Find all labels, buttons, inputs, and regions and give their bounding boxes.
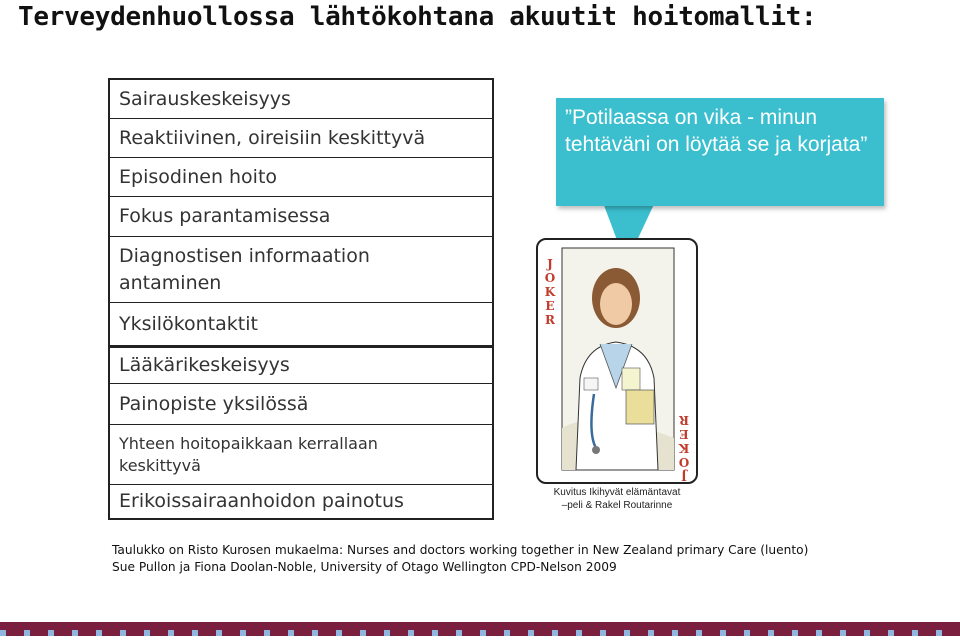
table-row: Erikoissairaanhoidon painotus <box>110 484 492 518</box>
page-title: Terveydenhuollossa lähtökohtana akuutit hoitomallit: <box>18 2 817 32</box>
table-row: Yhteen hoitopaikkaan kerrallaan keskittyvä <box>110 424 492 484</box>
table-row: Fokus parantamisessa <box>110 196 492 236</box>
table-row: Painopiste yksilössä <box>110 383 492 424</box>
table-row: Reaktiivinen, oireisiin keskittyvä <box>110 118 492 157</box>
svg-text:O: O <box>678 455 690 469</box>
svg-text:K: K <box>544 285 556 299</box>
table-row: Episodinen hoito <box>110 157 492 196</box>
card-caption-line2: –peli & Rakel Routarinne <box>561 500 673 511</box>
callout-quote: ”Potilaassa on vika - minun tehtäväni on löytää se ja korjata” <box>565 106 868 156</box>
svg-text:O: O <box>544 271 556 285</box>
svg-text:J: J <box>681 469 687 483</box>
joker-card <box>536 238 698 484</box>
table-row: Sairauskeskeisyys <box>119 87 291 110</box>
source-line2: Sue Pullon ja Fiona Doolan-Noble, University of Otago Wellington CPD-Nelson 2009 <box>112 560 617 574</box>
svg-text:J: J <box>547 257 553 271</box>
card-caption-line1: Kuvitus Ikihyvät elämäntavat <box>553 487 681 498</box>
card-caption <box>536 486 698 512</box>
source-citation <box>112 542 808 576</box>
joker-card-illustration <box>536 238 698 484</box>
footer-stripe <box>0 616 960 640</box>
comparison-table <box>108 78 494 520</box>
table-row: Lääkärikeskeisyys <box>110 345 492 383</box>
svg-text:E: E <box>679 427 689 441</box>
table-row: Diagnostisen informaation antaminen <box>110 236 492 302</box>
svg-text:R: R <box>679 413 689 427</box>
table-row: Yksilökontaktit <box>110 302 492 345</box>
svg-text:K: K <box>678 441 690 455</box>
svg-text:R: R <box>545 313 555 327</box>
svg-text:E: E <box>545 299 555 313</box>
source-line1: Taulukko on Risto Kurosen mukaelma: Nurses and doctors working together in New Zealand primary Care (luento) <box>112 543 809 557</box>
